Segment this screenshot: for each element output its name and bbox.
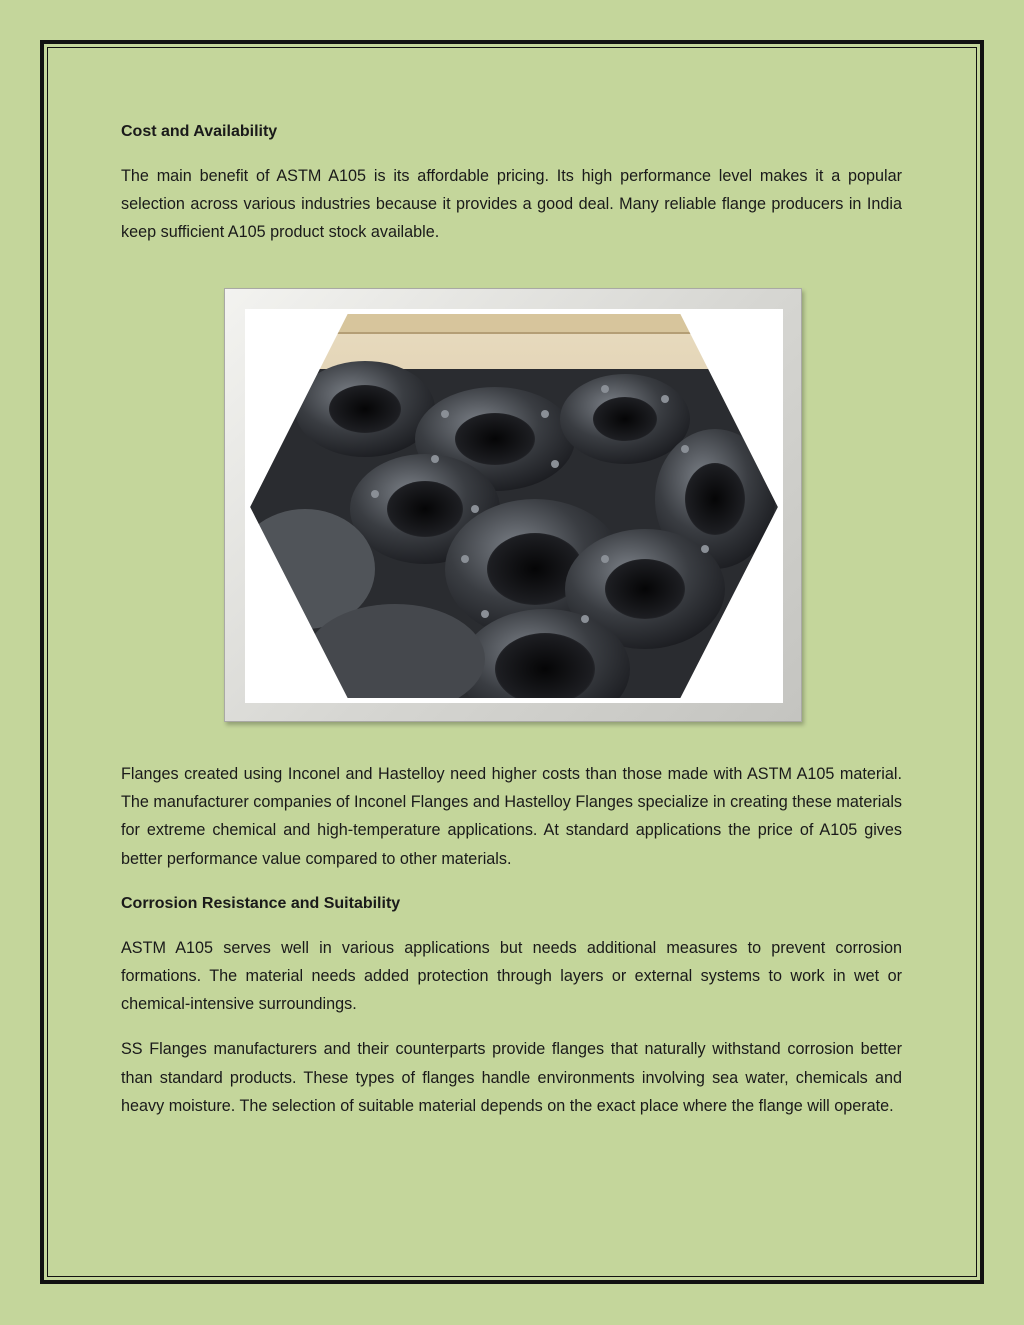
- paragraph-ss-flanges: SS Flanges manufacturers and their counterparts provide flanges that naturally withstand corrosion better than standard products. These types of flanges handle environments involving sea water, chemicals and heavy moisture. The selection of suitable material depends on the exact place where the flange will operate.: [121, 1040, 902, 1115]
- flanges-image: [245, 309, 783, 703]
- section-lower: [121, 760, 902, 1137]
- heading-corrosion-resistance: Corrosion Resistance and Suitability: [121, 894, 401, 912]
- paragraph-corrosion-measures: ASTM A105 serves well in various applications but needs additional measures to prevent corrosion formations. The material needs added protection through layers or external systems to work in wet or chemical-intensive surroundings.: [121, 938, 902, 1014]
- section-cost-availability: [121, 118, 902, 264]
- flange-photo-frame: [224, 288, 802, 722]
- heading-cost-availability: Cost and Availability: [121, 123, 278, 140]
- paragraph-affordable-pricing: The main benefit of ASTM A105 is its affordable pricing. Its high performance level makes it a popular selection across various industries because it provides a good deal. Many reliable flange producers in India keep sufficient A105 product stock available.: [121, 167, 902, 242]
- flange-photo: [245, 309, 783, 703]
- paragraph-inconel-hastelloy: Flanges created using Inconel and Hastelloy need higher costs than those made with ASTM A105 material. The manufacturer companies of Inconel Flanges and Hastelloy Flanges specialize in creating these materials for extreme chemical and high-temperature applications. At standard applications the price of A105 gives better performance value compared to other materials.: [121, 765, 903, 868]
